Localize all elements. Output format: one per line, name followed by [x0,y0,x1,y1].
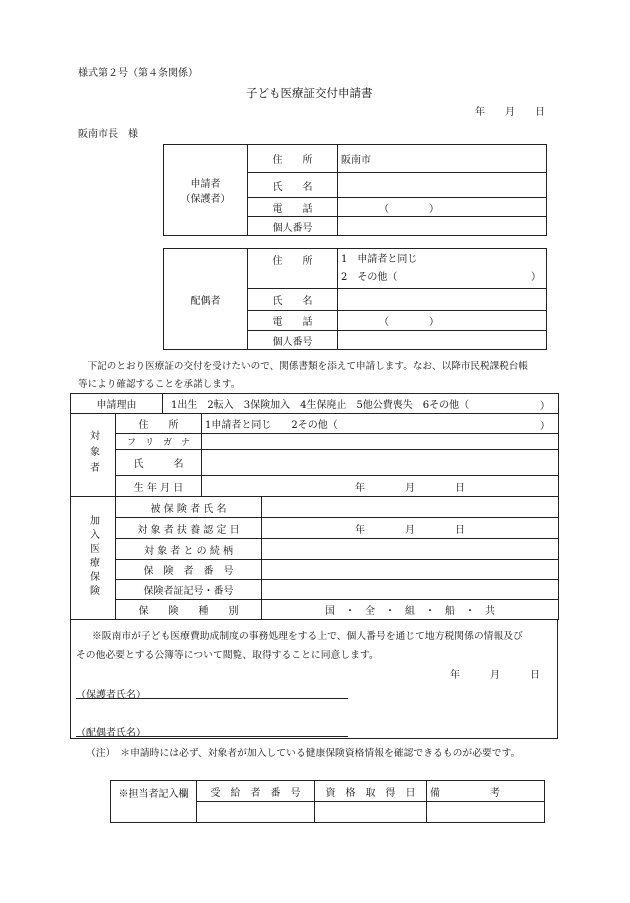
office-col-remarks: 備 考 [427,781,545,802]
applicant-name-label: 氏 名 [248,173,338,198]
applicant-phone-field[interactable]: （ ） [338,198,547,217]
applicant-name-field[interactable] [338,173,547,198]
spouse-phone-label: 電 話 [248,311,338,331]
insurance-label-4: 保険者証記号・番号 [116,580,262,600]
office-recipient-number-field[interactable] [197,802,315,823]
page-title: 子ども医療証交付申請書 [246,86,373,100]
insurance-label-3: 保 険 者 番 号 [116,560,262,580]
spouse-signature-line[interactable] [76,736,348,737]
applicant-group-label: 申請者 （保護者） [164,145,248,236]
spouse-mynumber-label: 個人番号 [248,331,338,350]
applicant-address-label: 住 所 [248,145,338,173]
applicant-address-field[interactable]: 阪南市 [338,145,547,173]
spouse-table [163,248,547,350]
insurance-label-0: 被 保 険 者 氏 名 [116,497,262,518]
applicant-phone-label: 電 話 [248,198,338,217]
applicant-table [163,144,547,236]
office-label: ※担当者記入欄 [111,781,197,823]
statement-line-1: 下記のとおり医療証の交付を受けたいので、関係書類を添えて申請します。なお、以降市民税課税台帳 [78,361,528,372]
insurance-value-4[interactable] [262,580,559,600]
subject-name-field[interactable] [202,450,559,476]
date-line: 年 月 日 [475,107,545,118]
subject-address-field[interactable]: 1申請者と同じ 2その他（ ） [202,414,559,434]
spouse-address-field[interactable]: 1 申請者と同じ 2 その他（ ） [338,249,547,289]
insurance-value-2[interactable] [262,539,559,560]
subject-furigana-label: フ リ ガ ナ [116,434,202,450]
office-table [110,780,545,823]
spouse-name-field[interactable] [338,289,547,311]
insurance-label-1: 対 象 者 扶 養 認 定 日 [116,518,262,539]
office-col-acquired-date: 資 格 取 得 日 [315,781,427,802]
reason-table [70,393,559,414]
consent-text-2: その他必要とする公簿等について閲覧、取得することに同意します。 [76,650,379,661]
applicant-mynumber-label: 個人番号 [248,217,338,236]
reason-label: 申請理由 [71,394,163,414]
subject-furigana-field[interactable] [202,434,559,450]
insurance-label-5: 保 険 種 別 [116,600,262,620]
subject-group-label: 対象者 [71,414,116,497]
subject-birth-label: 生 年 月 日 [116,476,202,497]
subject-address-label: 住 所 [116,414,202,434]
insurance-table [70,496,559,620]
insurance-value-0[interactable] [262,497,559,518]
guardian-name-label: （保護者氏名） [76,690,146,701]
office-col-recipient-number: 受 給 者 番 号 [197,781,315,802]
spouse-group-label: 配偶者 [164,249,248,350]
spouse-mynumber-field[interactable] [338,331,547,350]
note: （注） ＊申請時には必ず、対象者が加入している健康保険資格情報を確認できるものが必要です。 [86,748,521,759]
addressee: 阪南市長 様 [78,129,138,140]
insurance-group-label: 加入医療保険 [71,497,116,620]
statement-line-2: 等により確認することを承諾します。 [78,379,241,390]
subject-name-label: 氏 名 [116,450,202,476]
office-acquired-date-field[interactable] [315,802,427,823]
subject-table [70,413,559,497]
insurance-value-5[interactable]: 国 ・ 全 ・ 組 ・ 船 ・ 共 [262,600,559,620]
spouse-phone-field[interactable]: （ ） [338,311,547,331]
reason-options[interactable]: 1出生 2転入 3保険加入 4生保廃止 5他公費喪失 6その他（ ） [163,394,559,414]
spouse-address-label: 住 所 [248,249,338,289]
insurance-label-2: 対 象 者 と の 続 柄 [116,539,262,560]
consent-text-1: ※阪南市が子ども医療費助成制度の事務処理をする上で、個人番号を通じて地方税関係の情報及び [92,631,523,642]
spouse-name-label: （配偶者氏名） [76,728,146,739]
office-remarks-field[interactable] [427,802,545,823]
consent-date: 年 月 日 [450,670,540,681]
spouse-name-label: 氏 名 [248,289,338,311]
insurance-value-1[interactable]: 年 月 日 [262,518,559,539]
guardian-signature-line[interactable] [76,698,348,699]
subject-birth-field[interactable]: 年 月 日 [202,476,559,497]
form-id: 様式第２号（第４条関係） [78,68,198,79]
insurance-value-3[interactable] [262,560,559,580]
applicant-mynumber-field[interactable] [338,217,547,236]
